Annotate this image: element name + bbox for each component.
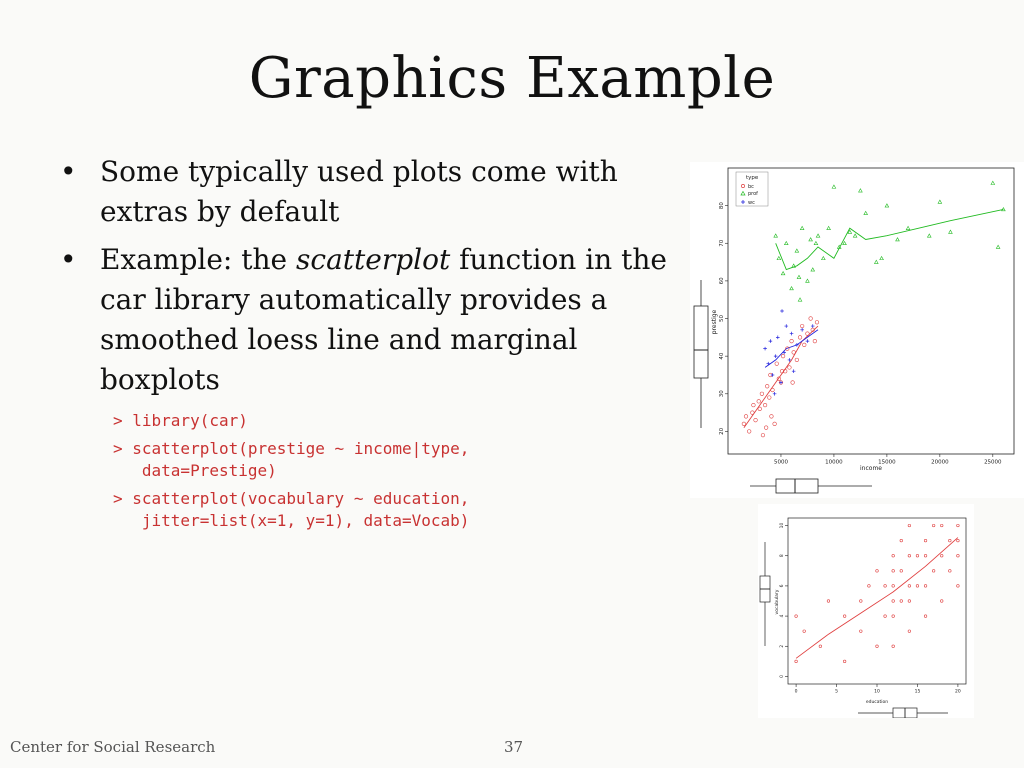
point-series xyxy=(900,600,903,603)
point-prof xyxy=(811,268,815,271)
legend-prof-label: prof xyxy=(748,191,758,197)
vocab-scatterplot-figure xyxy=(758,504,974,718)
point-wc xyxy=(790,332,794,336)
point-series xyxy=(924,615,927,618)
point-prof xyxy=(784,241,788,244)
point-series xyxy=(908,600,911,603)
point-wc xyxy=(784,324,788,328)
bullet-text-2-pre: Example: the xyxy=(100,243,297,276)
point-series xyxy=(819,645,822,648)
point-series xyxy=(957,539,960,542)
point-series xyxy=(957,524,960,527)
x-tick-label: 5 xyxy=(835,689,838,695)
y-axis-label-2: vocabulary xyxy=(775,589,780,615)
point-prof xyxy=(864,211,868,214)
point-bc xyxy=(792,351,796,355)
plot-frame-2 xyxy=(788,518,966,684)
bullet-text-2-post: function in the car library automatically provides a smoothed loess line and marginal boxplots xyxy=(100,243,667,396)
point-wc xyxy=(782,351,786,355)
point-series xyxy=(827,600,830,603)
point-series xyxy=(957,585,960,588)
y-axis-label: prestige xyxy=(711,309,718,335)
legend-wc-label: wc xyxy=(748,200,755,206)
x-marginal-boxplot xyxy=(776,479,818,493)
point-wc xyxy=(776,336,780,340)
point-prof xyxy=(906,226,910,229)
point-bc xyxy=(800,324,804,328)
point-series xyxy=(908,630,911,633)
bullet-text-2-em: scatterplot xyxy=(296,243,451,276)
loess-line-series xyxy=(796,538,958,659)
point-series xyxy=(892,570,895,573)
point-series xyxy=(916,554,919,557)
bullet-list xyxy=(58,152,668,408)
y-tick-label: 0 xyxy=(780,675,785,678)
legend-title: type xyxy=(746,175,759,181)
point-series xyxy=(924,585,927,588)
bullet-item-1 xyxy=(58,152,668,232)
point-series xyxy=(876,645,879,648)
point-prof xyxy=(797,275,801,278)
code-list xyxy=(113,410,469,538)
point-bc xyxy=(790,339,794,343)
point-prof xyxy=(814,241,818,244)
point-prof xyxy=(880,257,884,260)
point-bc xyxy=(768,396,772,400)
point-series xyxy=(900,539,903,542)
prestige-scatterplot-svg xyxy=(690,162,1024,498)
point-bc xyxy=(744,415,748,419)
footer-organization: Center for Social Research xyxy=(10,738,216,756)
y-tick-label: 80 xyxy=(719,202,725,210)
y-tick-label: 8 xyxy=(780,554,785,558)
x-axis-label-2: education xyxy=(865,700,889,705)
point-prof xyxy=(885,204,889,207)
y-tick-label: 10 xyxy=(780,522,785,529)
point-bc xyxy=(760,392,764,396)
point-bc xyxy=(757,400,761,404)
point-series xyxy=(803,630,806,633)
point-wc xyxy=(763,347,767,351)
point-series xyxy=(892,600,895,603)
point-series xyxy=(940,554,943,557)
loess-line-wc xyxy=(765,330,818,368)
point-bc xyxy=(764,426,768,430)
point-wc xyxy=(766,362,770,366)
point-bc xyxy=(795,358,799,362)
prestige-scatterplot-figure xyxy=(690,162,1024,498)
y-tick-label: 20 xyxy=(719,427,725,435)
x-axis-label: income xyxy=(860,465,882,472)
point-bc xyxy=(742,422,746,426)
point-bc xyxy=(763,403,767,407)
y-tick-label: 4 xyxy=(780,614,785,618)
point-prof xyxy=(949,230,953,233)
point-bc xyxy=(781,354,785,358)
code-line-library: > library(car) xyxy=(113,411,248,430)
point-prof xyxy=(816,234,820,237)
x-tick-label: 0 xyxy=(794,689,798,695)
point-series xyxy=(860,630,863,633)
point-series xyxy=(892,645,895,648)
point-bc xyxy=(809,317,813,321)
point-prof xyxy=(938,200,942,203)
point-bc xyxy=(802,343,806,347)
point-wc xyxy=(806,339,810,343)
point-series xyxy=(916,585,919,588)
point-wc xyxy=(811,324,815,328)
point-prof xyxy=(991,181,995,184)
point-series xyxy=(940,600,943,603)
point-prof xyxy=(777,257,781,260)
y-tick-label: 2 xyxy=(780,644,785,648)
y-tick-label: 70 xyxy=(719,239,725,247)
point-bc xyxy=(806,332,810,336)
point-prof xyxy=(927,234,931,237)
y-tick-label: 6 xyxy=(780,584,785,588)
slide-title: Graphics Example xyxy=(248,46,776,111)
point-bc xyxy=(798,336,802,340)
point-prof xyxy=(798,298,802,301)
point-bc xyxy=(770,415,774,419)
x-tick-label: 10000 xyxy=(825,459,843,466)
point-bc xyxy=(791,381,795,385)
y-tick-label: 60 xyxy=(719,277,725,285)
point-prof xyxy=(896,238,900,241)
point-bc xyxy=(788,366,792,370)
point-bc xyxy=(773,422,777,426)
point-series xyxy=(795,615,798,618)
point-bc xyxy=(771,388,775,392)
point-prof xyxy=(781,272,785,275)
point-prof xyxy=(822,257,826,260)
point-prof xyxy=(800,226,804,229)
legend-bc-label: bc xyxy=(748,184,754,190)
point-series xyxy=(860,600,863,603)
point-series xyxy=(932,570,935,573)
point-wc xyxy=(792,369,796,373)
point-bc xyxy=(752,403,756,407)
point-series xyxy=(940,524,943,527)
point-series xyxy=(892,585,895,588)
point-bc xyxy=(775,362,779,366)
point-series xyxy=(900,570,903,573)
legend xyxy=(736,172,768,206)
x-tick-label: 10 xyxy=(874,689,880,695)
point-series xyxy=(868,585,871,588)
point-bc xyxy=(758,407,762,411)
point-wc xyxy=(769,339,773,343)
point-prof xyxy=(832,185,836,188)
y-marginal-boxplot xyxy=(694,306,708,378)
x-tick-label: 25000 xyxy=(984,459,1002,466)
point-prof xyxy=(827,226,831,229)
point-bc xyxy=(747,430,751,434)
point-prof xyxy=(996,245,1000,248)
point-prof xyxy=(843,241,847,244)
plot-frame xyxy=(728,168,1014,454)
point-series xyxy=(795,660,798,663)
x-tick-label: 15000 xyxy=(878,459,896,466)
x-tick-label: 5000 xyxy=(773,459,788,466)
point-series xyxy=(957,554,960,557)
point-series xyxy=(876,570,879,573)
point-prof xyxy=(809,238,813,241)
page-number: 37 xyxy=(504,738,524,756)
point-bc xyxy=(815,320,819,324)
point-series xyxy=(892,554,895,557)
point-wc xyxy=(773,392,777,396)
point-series xyxy=(908,554,911,557)
y-tick-label: 50 xyxy=(719,315,725,323)
y-tick-label: 40 xyxy=(719,352,725,360)
point-prof xyxy=(806,279,810,282)
point-series xyxy=(949,539,952,542)
point-wc xyxy=(800,328,804,332)
code-line-scatter-prestige: > scatterplot(prestige ~ income|type, data=Prestige) xyxy=(113,439,470,480)
point-series xyxy=(924,539,927,542)
point-series xyxy=(932,524,935,527)
point-prof xyxy=(853,234,857,237)
point-series xyxy=(843,615,846,618)
point-bc xyxy=(813,339,817,343)
point-wc xyxy=(774,354,778,358)
point-bc xyxy=(765,384,769,388)
point-bc xyxy=(751,411,755,415)
point-bc xyxy=(761,433,765,437)
point-series xyxy=(908,585,911,588)
point-prof xyxy=(790,287,794,290)
point-series xyxy=(892,615,895,618)
point-series xyxy=(843,660,846,663)
point-wc xyxy=(780,309,784,313)
x-tick-label: 15 xyxy=(914,689,921,695)
point-series xyxy=(908,524,911,527)
point-series xyxy=(884,585,887,588)
point-series xyxy=(884,615,887,618)
x-tick-label: 20000 xyxy=(931,459,949,466)
x-tick-label: 20 xyxy=(955,689,961,695)
vocab-scatterplot-svg xyxy=(758,504,974,718)
point-prof xyxy=(795,249,799,252)
bullet-item-2 xyxy=(58,240,668,400)
point-prof xyxy=(859,189,863,192)
point-prof xyxy=(874,260,878,263)
y-tick-label: 30 xyxy=(719,390,725,398)
code-line-scatter-vocab: > scatterplot(vocabulary ~ education, jitter=list(x=1, y=1), data=Vocab) xyxy=(113,489,470,530)
point-series xyxy=(949,570,952,573)
bullet-text-1: Some typically used plots come with extras by default xyxy=(100,155,618,228)
point-bc xyxy=(754,418,758,422)
point-series xyxy=(924,554,927,557)
point-prof xyxy=(774,234,778,237)
